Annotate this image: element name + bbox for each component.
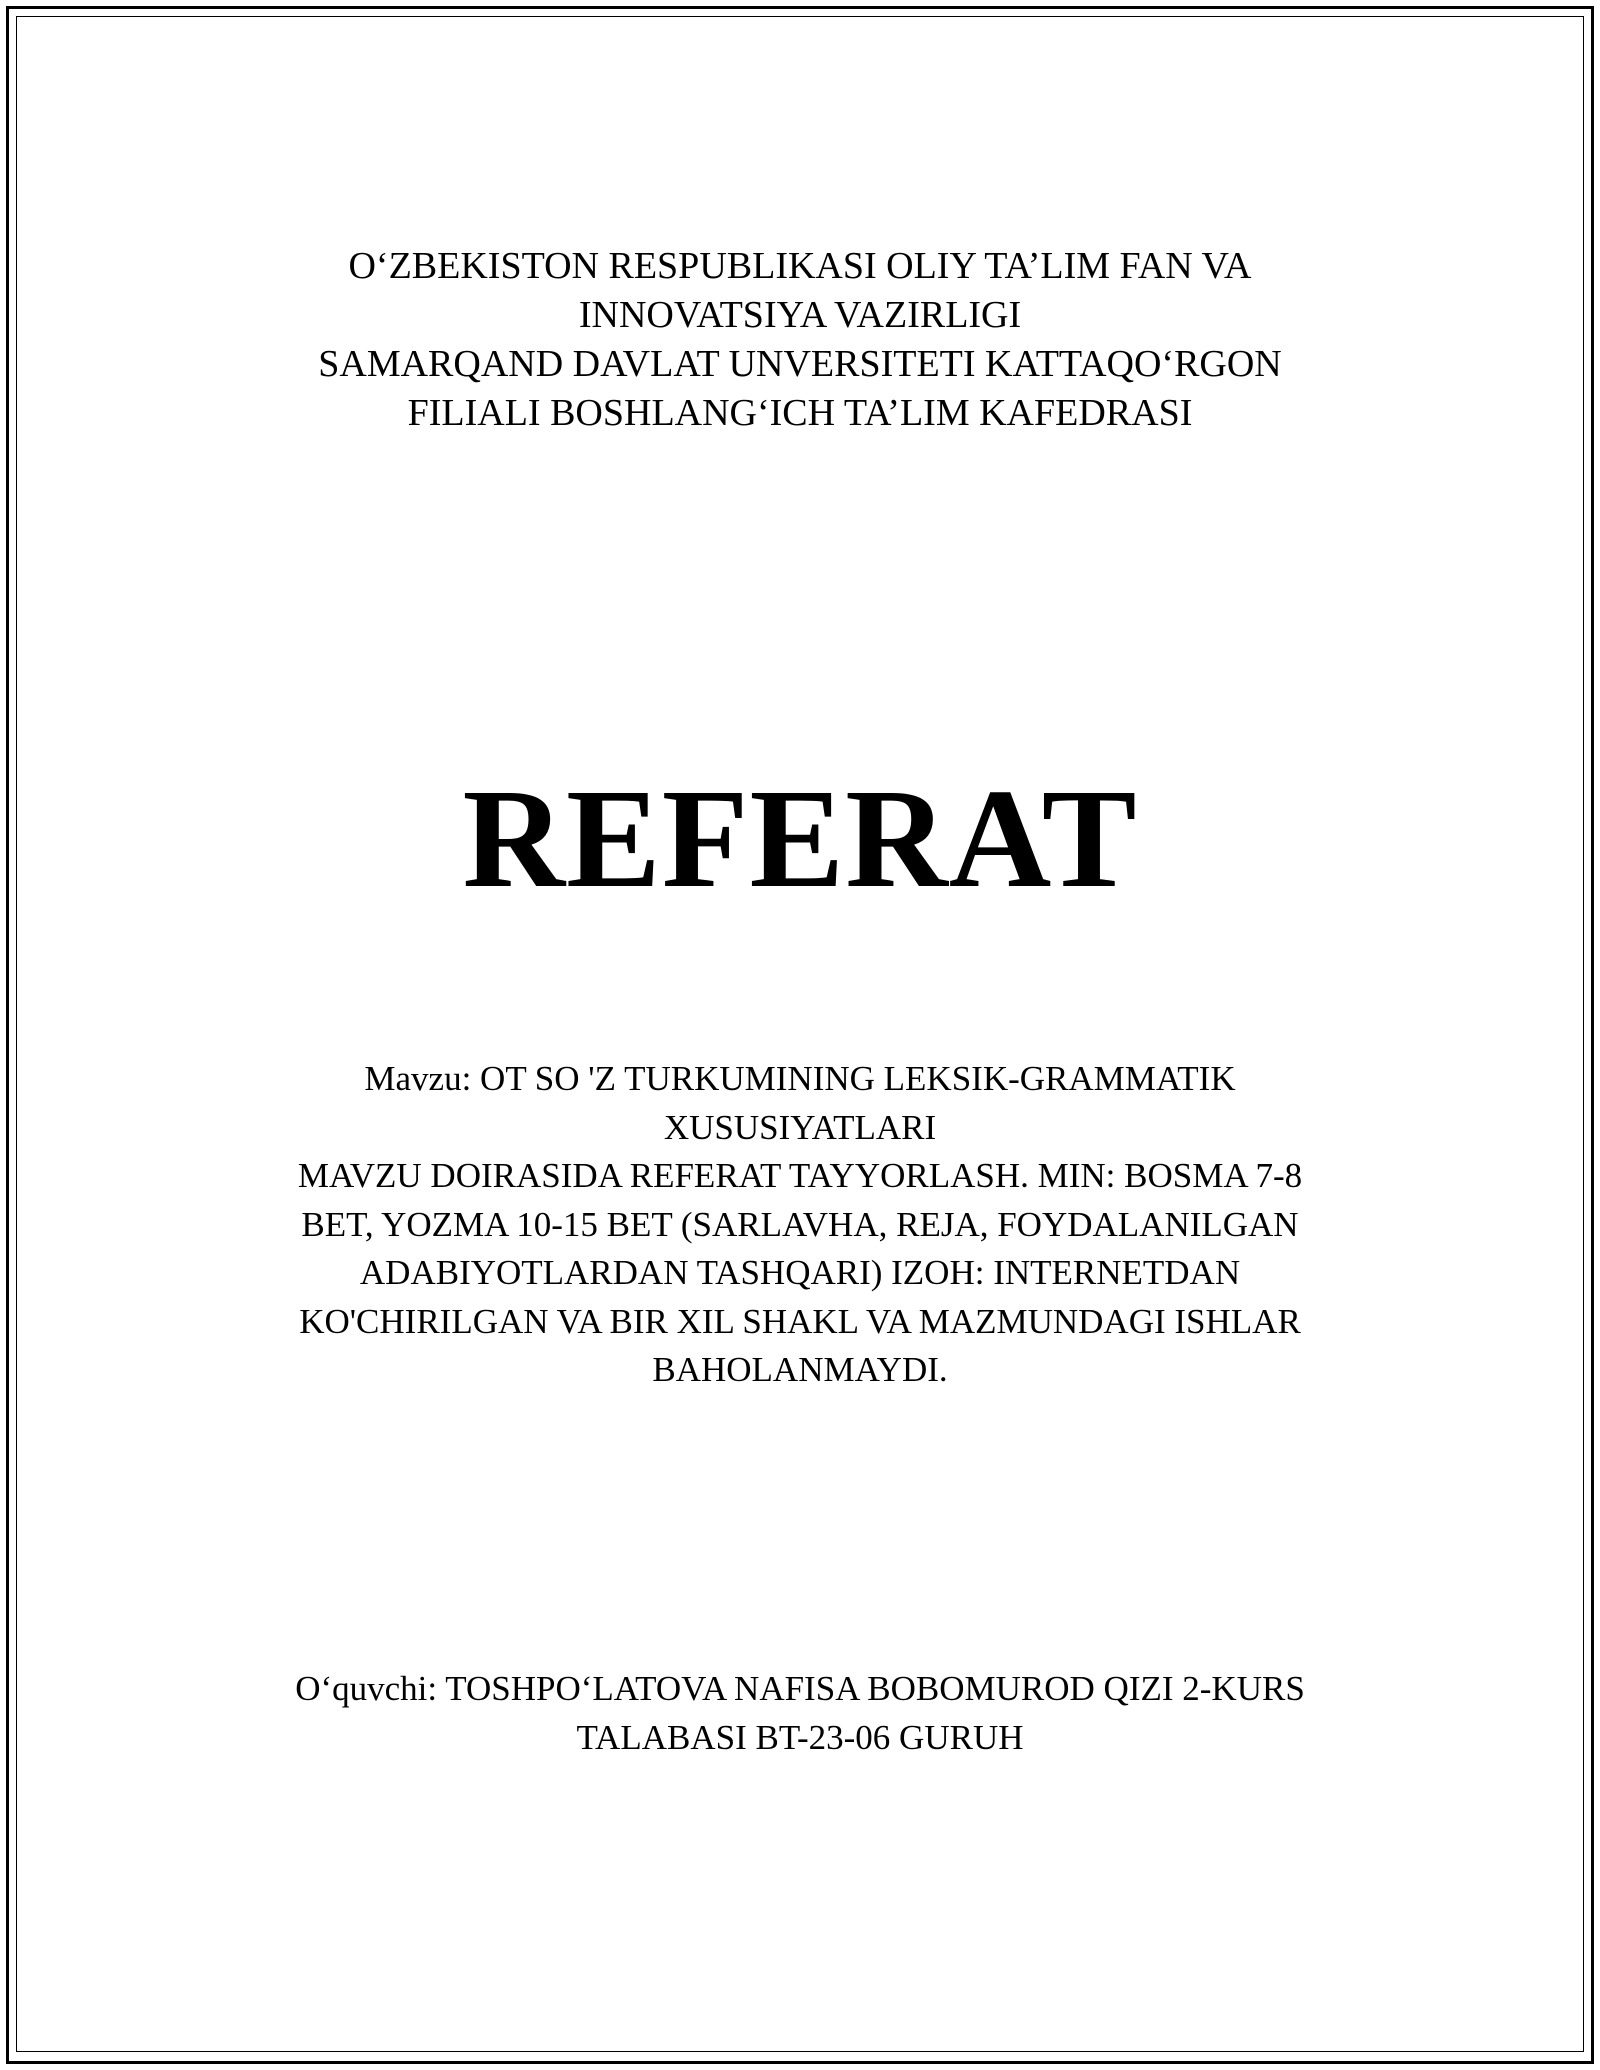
header-line: SAMARQAND DAVLAT UNVERSITETI KATTAQO‘RGON (318, 343, 1282, 385)
topic-line: KO'CHIRILGAN VA BIR XIL SHAKL VA MAZMUNDAGI ISHLAR (299, 1301, 1301, 1341)
topic-line: Mavzu: OT SO 'Z TURKUMINING LEKSIK-GRAMMATIK (364, 1059, 1236, 1098)
topic-line: BET, YOZMA 10-15 BET (SARLAVHA, REJA, FOYDALANILGAN (301, 1204, 1299, 1244)
topic-section (0, 1055, 1600, 1395)
topic-line: XUSUSIYATLARI (663, 1107, 937, 1147)
header-line: O‘ZBEKISTON RESPUBLIKASI OLIY TA’LIM FAN VA (348, 245, 1252, 287)
student-line: TALABASI BT-23-06 GURUH (576, 1718, 1024, 1757)
document-title: REFERAT (462, 759, 1138, 917)
topic-line: BAHOLANMAYDI. (652, 1350, 948, 1389)
topic-line: ADABIYOTLARDAN TASHQARI) IZOH: INTERNETDAN (359, 1253, 1241, 1292)
topic-line: MAVZU DOIRASIDA REFERAT TAYYORLASH. MIN: BOSMA 7-8 (297, 1156, 1303, 1195)
student-line: O‘quvchi: TOSHPO‘LATOVA NAFISA BOBOMUROD QIZI 2-KURS (295, 1669, 1305, 1708)
header-line: INNOVATSIYA VAZIRLIGI (578, 294, 1022, 336)
institution-header (0, 242, 1600, 438)
header-line: FILIALI BOSHLANG‘ICH TA’LIM KAFEDRASI (407, 392, 1193, 434)
student-info (0, 1664, 1600, 1762)
